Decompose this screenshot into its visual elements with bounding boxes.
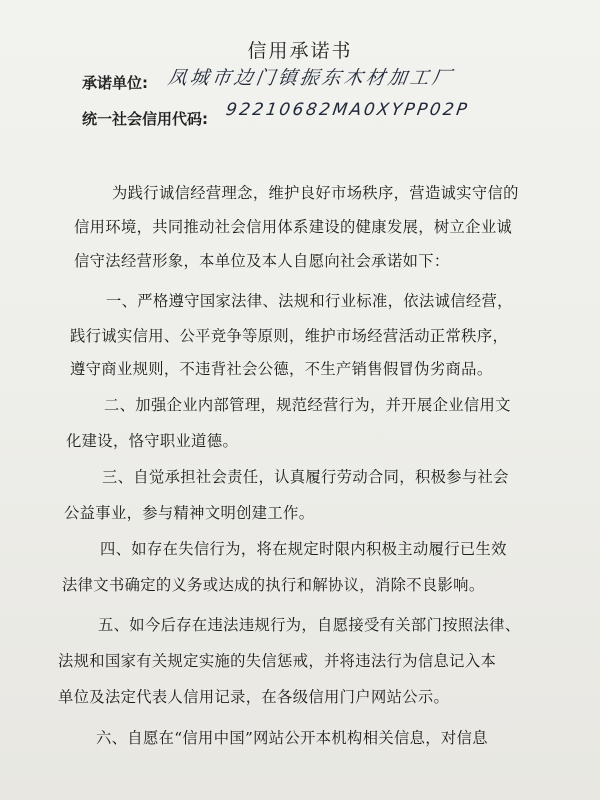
body-line: 四、如存在失信行为，将在规定时限内积极主动履行已生效 xyxy=(100,540,507,558)
body-line: 公益事业，参与精神文明创建工作。 xyxy=(64,504,315,522)
body-line: 践行诚实信用、公平竞争等原则，维护市场经营活动正常秩序， xyxy=(70,327,509,345)
body-line: 一、严格遵守国家法律、法规和行业标准，依法诚信经营， xyxy=(106,292,513,310)
body-line: 化建设，恪守职业道德。 xyxy=(66,432,239,450)
body-line: 法规和国家有关规定实施的失信惩戒，并将违法行为信息记入本 xyxy=(58,652,497,670)
body-line: 三、自觉承担社会责任，认真履行劳动合同，积极参与社会 xyxy=(102,468,509,486)
body-line: 法律文书确定的义务或达成的执行和解协议，消除不良影响。 xyxy=(62,576,485,594)
body-line: 六、自愿在“信用中国”网站公开本机构相关信息，对信息 xyxy=(96,729,488,747)
body-line: 信用环境，共同推动社会信用体系建设的健康发展，树立企业诚 xyxy=(74,218,513,236)
body-line: 二、加强企业内部管理，规范经营行为，并开展企业信用文 xyxy=(104,396,511,414)
body-line: 遵守商业规则，不违背社会公德，不生产销售假冒伪劣商品。 xyxy=(70,360,493,378)
document-title: 信用承诺书 xyxy=(247,40,353,62)
body-line: 单位及法定代表人信用记录，在各级信用门户网站公示。 xyxy=(58,688,450,706)
credit-code-label: 统一社会信用代码: xyxy=(82,110,208,128)
body-line: 信守法经营形象，本单位及本人自愿向社会承诺如下： xyxy=(74,252,450,270)
body-line: 为践行诚信经营理念，维护良好市场秩序，营造诚实守信的 xyxy=(112,184,519,202)
body-line: 五、如今后存在违法违规行为，自愿接受有关部门按照法律、 xyxy=(98,616,521,634)
unit-name-handwritten: 凤城市边门镇振东木材加工厂 xyxy=(166,67,456,89)
unit-label: 承诺单位: xyxy=(82,74,148,92)
credit-code-handwritten: 92210682MA0XYPP02P xyxy=(224,100,471,120)
